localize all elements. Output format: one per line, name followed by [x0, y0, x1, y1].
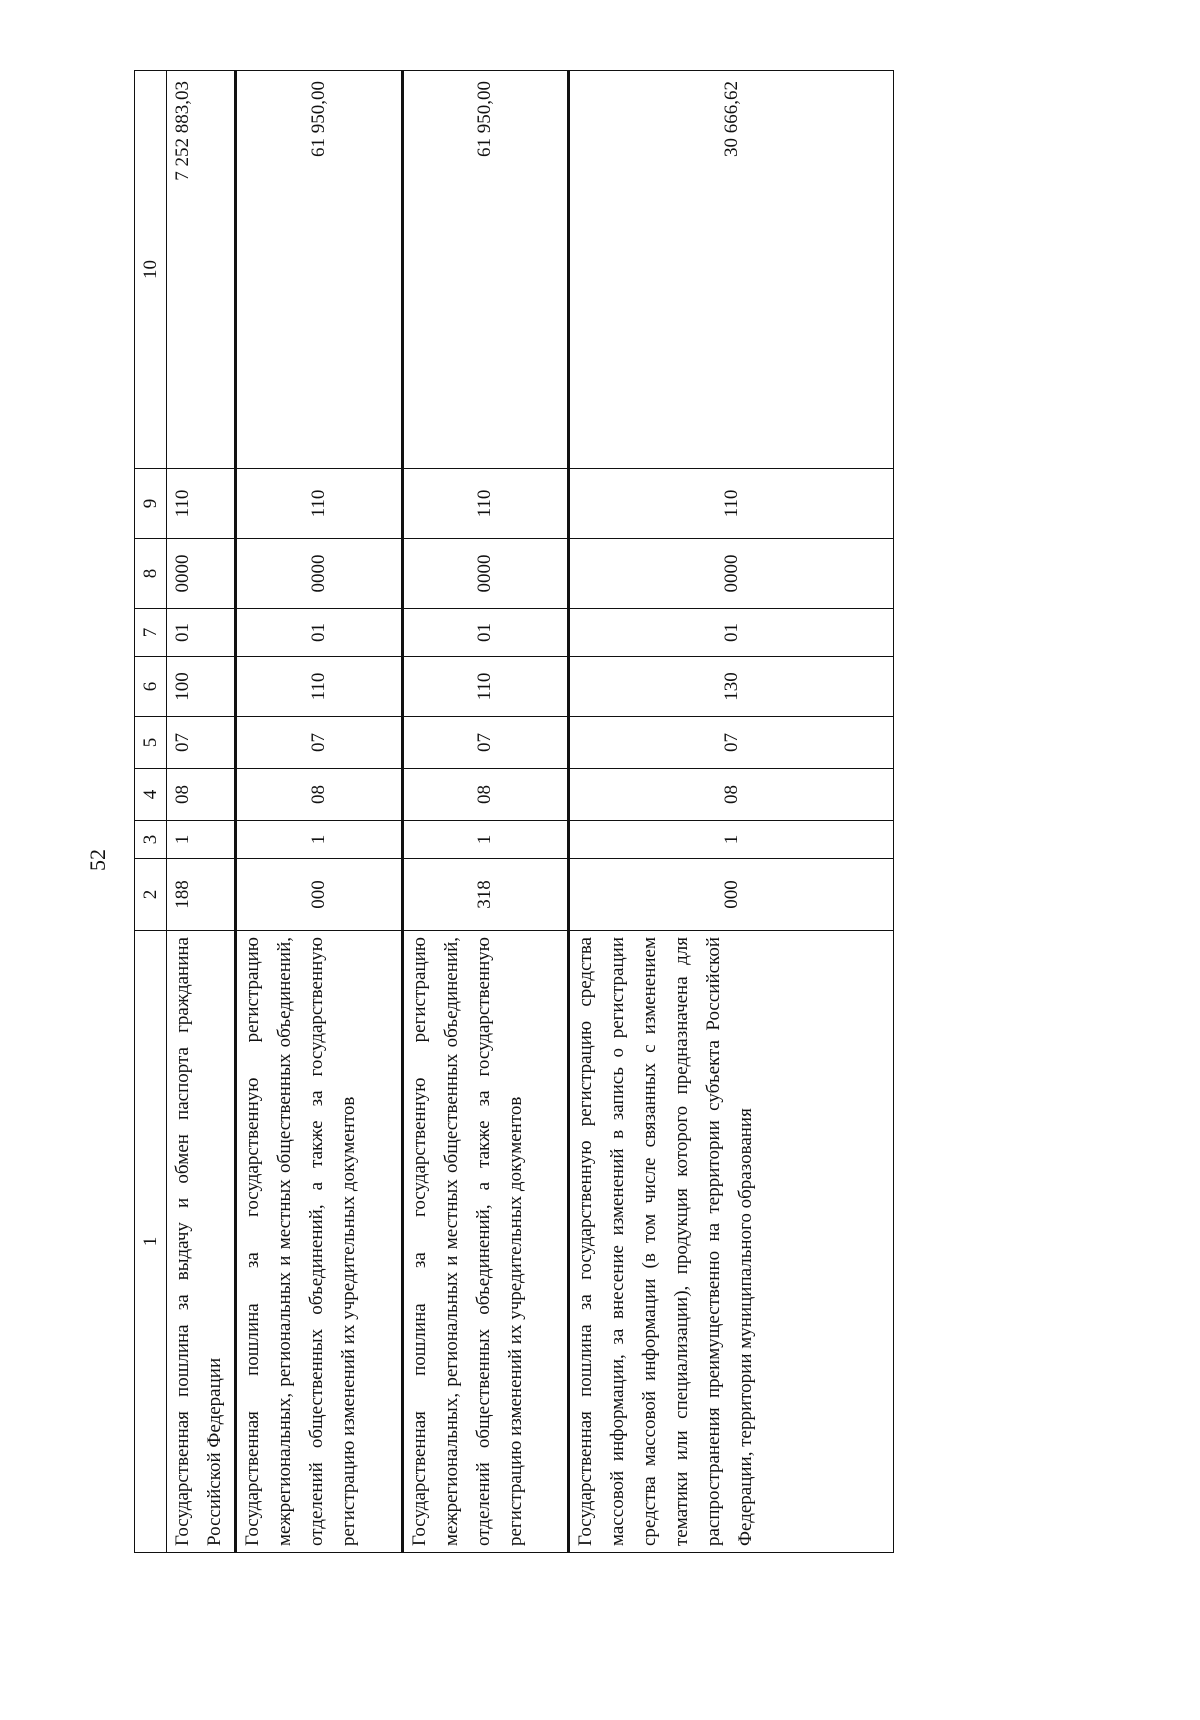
- amount-cell: 30 666,62: [569, 71, 894, 469]
- code-cell: 07: [569, 717, 894, 769]
- rotated-table-wrapper: [134, 71, 894, 1553]
- admin-code: 000: [569, 859, 894, 931]
- revenue-table: [134, 70, 894, 1553]
- header-cell: 4: [135, 769, 167, 821]
- code-cell: 1: [402, 821, 569, 859]
- code-cell: 110: [569, 469, 894, 539]
- admin-code: 000: [235, 859, 402, 931]
- code-cell: 0000: [402, 539, 569, 609]
- header-cell: 9: [135, 469, 167, 539]
- code-cell: 07: [402, 717, 569, 769]
- code-cell: 0000: [235, 539, 402, 609]
- header-cell: 5: [135, 717, 167, 769]
- code-cell: 01: [235, 609, 402, 657]
- table-row: [569, 71, 894, 1553]
- code-cell: 1: [235, 821, 402, 859]
- row-description: Государственная пошлина за государственную регистрацию межрегиональных, региональных и местных общественных объединений, отделений общественных объединений, а также за государственную регистрацию изменений их учредительных документов: [402, 931, 569, 1553]
- table-row: [235, 71, 402, 1553]
- table-row: [402, 71, 569, 1553]
- code-cell: 0000: [167, 539, 235, 609]
- header-cell: 8: [135, 539, 167, 609]
- row-description: Государственная пошлина за государственную регистрацию средства массовой информации, за внесение изменений в запись о регистрации средства массовой информации (в том числе связанных с изменением тематики или специализации), продукция которого предназначена для распространения преимущественно на территории субъекта Российской Федерации, территории муниципального образования: [569, 931, 894, 1553]
- admin-code: 188: [167, 859, 235, 931]
- code-cell: 110: [235, 469, 402, 539]
- table-header-row: [135, 71, 167, 1553]
- code-cell: 01: [167, 609, 235, 657]
- row-description: Государственная пошлина за выдачу и обмен паспорта гражданина Российской Федерации: [167, 931, 235, 1553]
- code-cell: 08: [569, 769, 894, 821]
- header-cell: 2: [135, 859, 167, 931]
- code-cell: 07: [235, 717, 402, 769]
- code-cell: 110: [167, 469, 235, 539]
- code-cell: 0000: [569, 539, 894, 609]
- code-cell: 01: [569, 609, 894, 657]
- row-description: Государственная пошлина за государственную регистрацию межрегиональных, региональных и местных общественных объединений, отделений общественных объединений, а также за государственную регистрацию изменений их учредительных документов: [235, 931, 402, 1553]
- header-cell: 10: [135, 71, 167, 469]
- admin-code: 318: [402, 859, 569, 931]
- amount-cell: 7 252 883,03: [167, 71, 235, 469]
- code-cell: 08: [235, 769, 402, 821]
- code-cell: 100: [167, 657, 235, 717]
- header-cell: 3: [135, 821, 167, 859]
- code-cell: 07: [167, 717, 235, 769]
- code-cell: 08: [167, 769, 235, 821]
- page-number: 52: [85, 849, 110, 871]
- code-cell: 130: [569, 657, 894, 717]
- header-cell: 1: [135, 931, 167, 1553]
- header-cell: 6: [135, 657, 167, 717]
- code-cell: 08: [402, 769, 569, 821]
- header-cell: 7: [135, 609, 167, 657]
- code-cell: 1: [569, 821, 894, 859]
- code-cell: 110: [402, 469, 569, 539]
- code-cell: 110: [402, 657, 569, 717]
- table-row: [167, 71, 235, 1553]
- code-cell: 1: [167, 821, 235, 859]
- code-cell: 110: [235, 657, 402, 717]
- code-cell: 01: [402, 609, 569, 657]
- amount-cell: 61 950,00: [235, 71, 402, 469]
- amount-cell: 61 950,00: [402, 71, 569, 469]
